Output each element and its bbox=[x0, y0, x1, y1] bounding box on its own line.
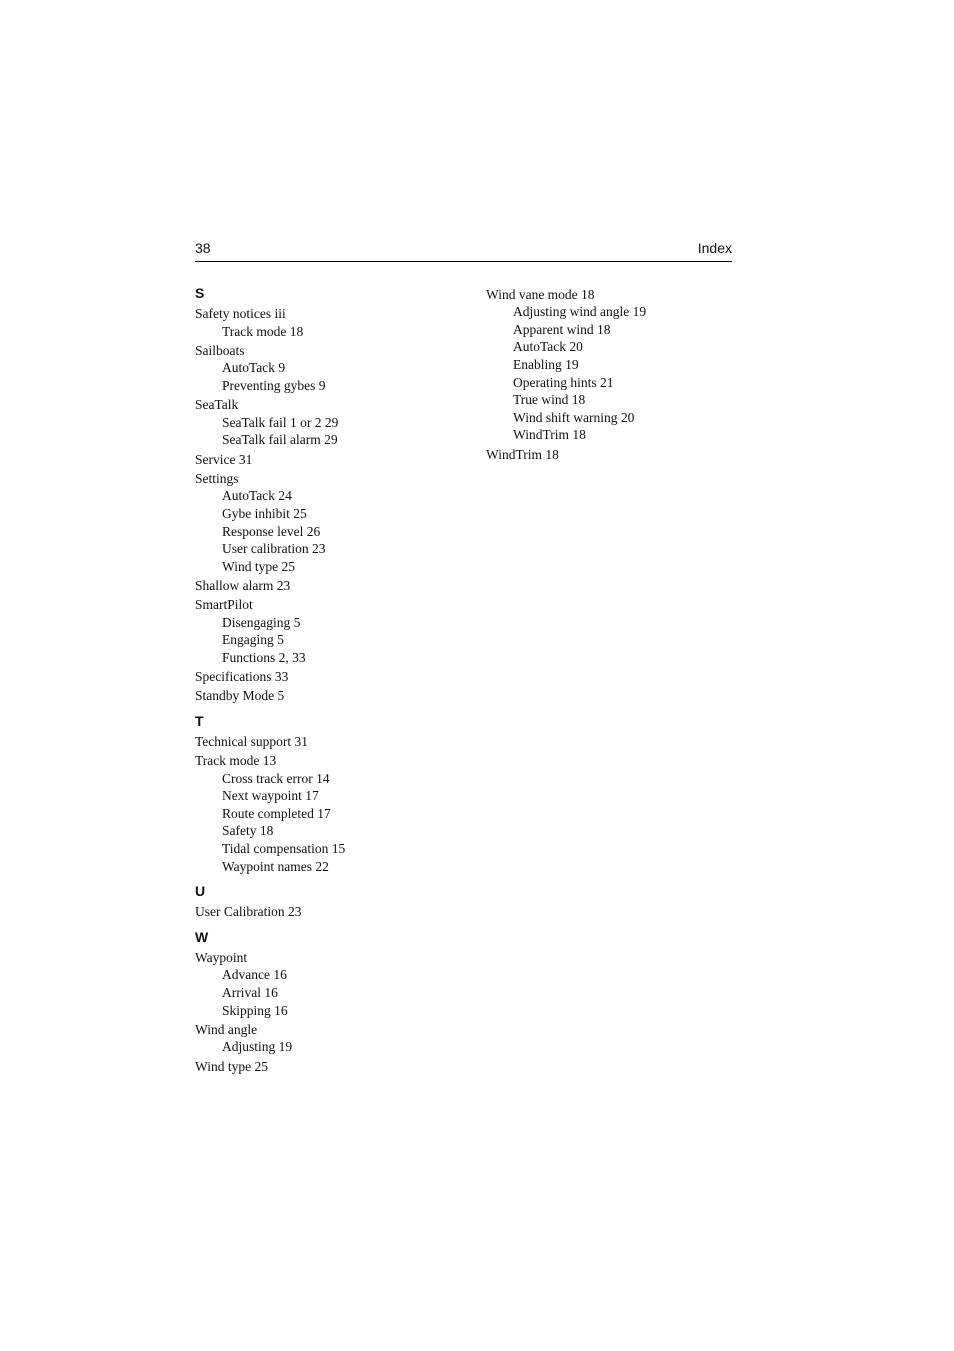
index-term: User Calibration 23 bbox=[195, 904, 302, 920]
index-entry-wind-vane-mode-18 bbox=[486, 286, 746, 444]
index-subentry: Wind type 25 bbox=[222, 558, 295, 574]
index-section-u bbox=[195, 882, 475, 921]
section-letter: S bbox=[195, 285, 205, 301]
index-term: SeaTalk bbox=[195, 397, 239, 413]
page-number: 38 bbox=[195, 240, 211, 256]
index-section-t bbox=[195, 712, 475, 875]
index-subentry: Arrival 16 bbox=[222, 984, 278, 1000]
index-subentry: AutoTack 9 bbox=[222, 360, 286, 376]
index-term: Standby Mode 5 bbox=[195, 688, 285, 704]
index-subentry: AutoTack 20 bbox=[513, 339, 583, 355]
index-section-w bbox=[195, 928, 475, 1075]
index-entry-waypoint bbox=[195, 949, 475, 1019]
index-term: Sailboats bbox=[195, 342, 245, 358]
index-section-s bbox=[195, 284, 475, 705]
index-term: Service 31 bbox=[195, 451, 253, 467]
index-term: Shallow alarm 23 bbox=[195, 577, 291, 593]
index-subentry: User calibration 23 bbox=[222, 541, 326, 557]
index-term: Settings bbox=[195, 470, 239, 486]
index-subentry: Skipping 16 bbox=[222, 1002, 288, 1018]
index-subentry: Wind shift warning 20 bbox=[513, 409, 635, 425]
index-term: Wind vane mode 18 bbox=[486, 286, 595, 302]
index-entry-shallow-alarm-23 bbox=[195, 577, 475, 595]
index-entry-safety-notices-iii bbox=[195, 305, 475, 340]
index-term: Technical support 31 bbox=[195, 733, 309, 749]
index-term: Waypoint bbox=[195, 949, 248, 965]
index-subentry: Functions 2, 33 bbox=[222, 649, 306, 665]
index-subentry: Track mode 18 bbox=[222, 323, 304, 339]
index-subentry: Waypoint names 22 bbox=[222, 858, 329, 874]
index-subentry: Gybe inhibit 25 bbox=[222, 505, 307, 521]
section-letter: W bbox=[195, 928, 209, 945]
index-term: Track mode 13 bbox=[195, 753, 277, 768]
index-subentry: Engaging 5 bbox=[222, 632, 284, 648]
section-letter: T bbox=[195, 712, 204, 729]
index-subentry: Enabling 19 bbox=[513, 356, 579, 372]
index-subentry: Adjusting 19 bbox=[222, 1039, 293, 1055]
index-subentry: Tidal compensation 15 bbox=[222, 840, 346, 856]
index-subentry: Safety 18 bbox=[222, 823, 274, 839]
index-term: Safety notices iii bbox=[195, 306, 286, 321]
index-entry-track-mode-13 bbox=[195, 752, 475, 875]
index-subentry: Apparent wind 18 bbox=[513, 321, 611, 337]
page-header bbox=[195, 239, 732, 262]
index-entry-user-calibration-23 bbox=[195, 903, 475, 921]
index-column-right bbox=[486, 284, 746, 463]
index-term: WindTrim 18 bbox=[486, 446, 559, 462]
index-section-continued bbox=[486, 286, 746, 464]
index-term: Wind type 25 bbox=[195, 1058, 268, 1074]
index-subentry: Operating hints 21 bbox=[513, 374, 614, 390]
running-title: Index bbox=[697, 240, 732, 256]
index-subentry: Route completed 17 bbox=[222, 805, 331, 821]
index-subentry: WindTrim 18 bbox=[513, 427, 586, 443]
index-subentry: SeaTalk fail alarm 29 bbox=[222, 432, 338, 448]
index-entry-service-31 bbox=[195, 451, 475, 469]
index-subentry: True wind 18 bbox=[513, 392, 586, 408]
section-letter: U bbox=[195, 883, 206, 900]
index-subentry: AutoTack 24 bbox=[222, 488, 292, 504]
index-entry-settings bbox=[195, 470, 475, 576]
index-subentry: Cross track error 14 bbox=[222, 770, 330, 786]
index-entry-seatalk bbox=[195, 396, 475, 449]
index-subentry: Disengaging 5 bbox=[222, 614, 301, 630]
index-entry-sailboats bbox=[195, 342, 475, 395]
index-subentry: Preventing gybes 9 bbox=[222, 377, 326, 393]
index-term: Wind angle bbox=[195, 1021, 258, 1037]
index-subentry: Next waypoint 17 bbox=[222, 788, 319, 804]
index-term: SmartPilot bbox=[195, 597, 253, 613]
index-entry-standby-mode-5 bbox=[195, 687, 475, 705]
index-entry-smartpilot bbox=[195, 596, 475, 666]
index-entry-technical-support-31 bbox=[195, 733, 475, 751]
index-subentry: Adjusting wind angle 19 bbox=[513, 304, 647, 320]
index-entry-wind-angle bbox=[195, 1021, 475, 1056]
index-subentry: Advance 16 bbox=[222, 967, 287, 983]
index-subentry: SeaTalk fail 1 or 2 29 bbox=[222, 414, 339, 430]
index-entry-wind-type-25 bbox=[195, 1058, 475, 1076]
index-subentry: Response level 26 bbox=[222, 523, 321, 539]
index-term: Specifications 33 bbox=[195, 669, 289, 685]
index-entry-specifications-33 bbox=[195, 668, 475, 686]
index-entry-windtrim-18 bbox=[486, 446, 746, 464]
index-column-left bbox=[195, 284, 475, 1075]
